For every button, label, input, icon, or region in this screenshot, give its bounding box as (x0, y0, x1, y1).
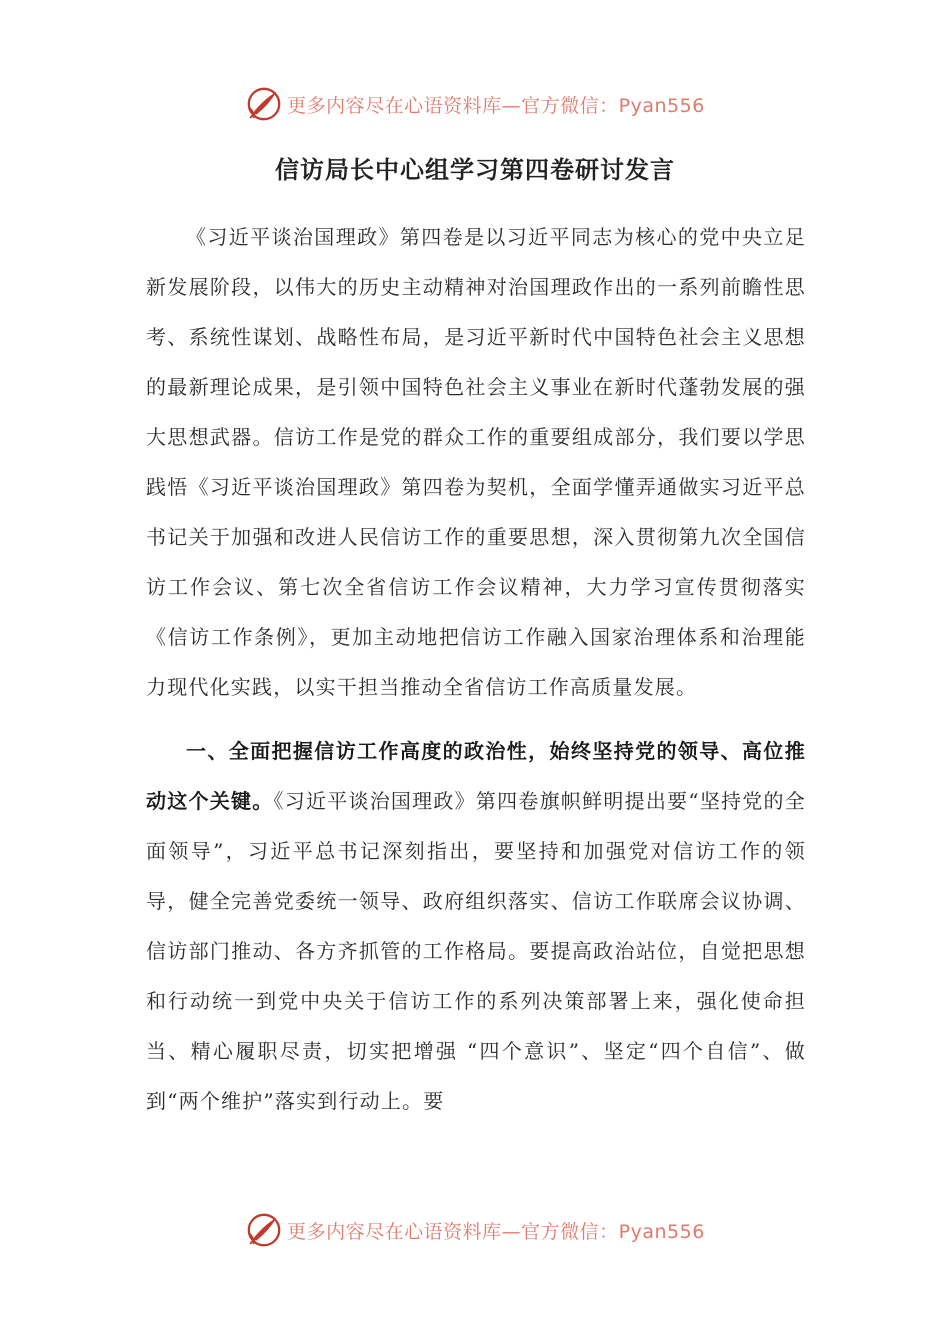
document-title: 信访局长中心组学习第四卷研讨发言 (275, 156, 675, 184)
paragraph-intro (146, 212, 806, 712)
paragraph-section-one (146, 726, 806, 1126)
footer-watermark-banner (0, 1210, 950, 1250)
header-watermark-banner (0, 84, 950, 124)
paragraph-text: 《习近平谈治国理政》第四卷旗帜鲜明提出要“坚持党的全面领导”，习近平总书记深刻指出，要坚持和加强党对信访工作的领导，健全完善党委统一领导、政府组织落实、信访工作联席会议协调、信访部门推动、各方齐抓管的工作格局。要提高政治站位，自觉把思想和行动统一到党中央关于信访工作的系列决策部署上来，强化使命担当、精心履职尽责，切实把增强 “四个意识”、坚定“四个自信”、做到“两个维护”落实到行动上。要 (146, 789, 806, 1113)
paragraph-text: 《习近平谈治国理政》第四卷是以习近平同志为核心的党中央立足新发展阶段，以伟大的历史主动精神对治国理政作出的一系列前瞻性思考、系统性谋划、战略性布局，是习近平新时代中国特色社会主义思想的最新理论成果，是引领中国特色社会主义事业在新时代蓬勃发展的强大思想武器。信访工作是党的群众工作的重要组成部分，我们要以学思践悟《习近平谈治国理政》第四卷为契机，全面学懂弄通做实习近平总书记关于加强和改进人民信访工作的重要思想，深入贯彻第九次全国信访工作会议、第七次全省信访工作会议精神，大力学习宣传贯彻落实《信访工作条例》，更加主动地把信访工作融入国家治理体系和治理能力现代化实践，以实干担当推动全省信访工作高质量发展。 (146, 225, 806, 699)
paragraph-lead: 一、全面把握信访工作高度的政治性，始终坚持党的领导、高位推动这个关键。 (146, 739, 806, 813)
quill-logo-icon (245, 85, 283, 123)
quill-logo-icon (245, 1211, 283, 1249)
footer-banner-text: 更多内容尽在心语资料库—官方微信：Pyan556 (287, 1220, 705, 1243)
document-body (146, 212, 806, 1126)
header-banner-text: 更多内容尽在心语资料库—官方微信：Pyan556 (287, 94, 705, 117)
